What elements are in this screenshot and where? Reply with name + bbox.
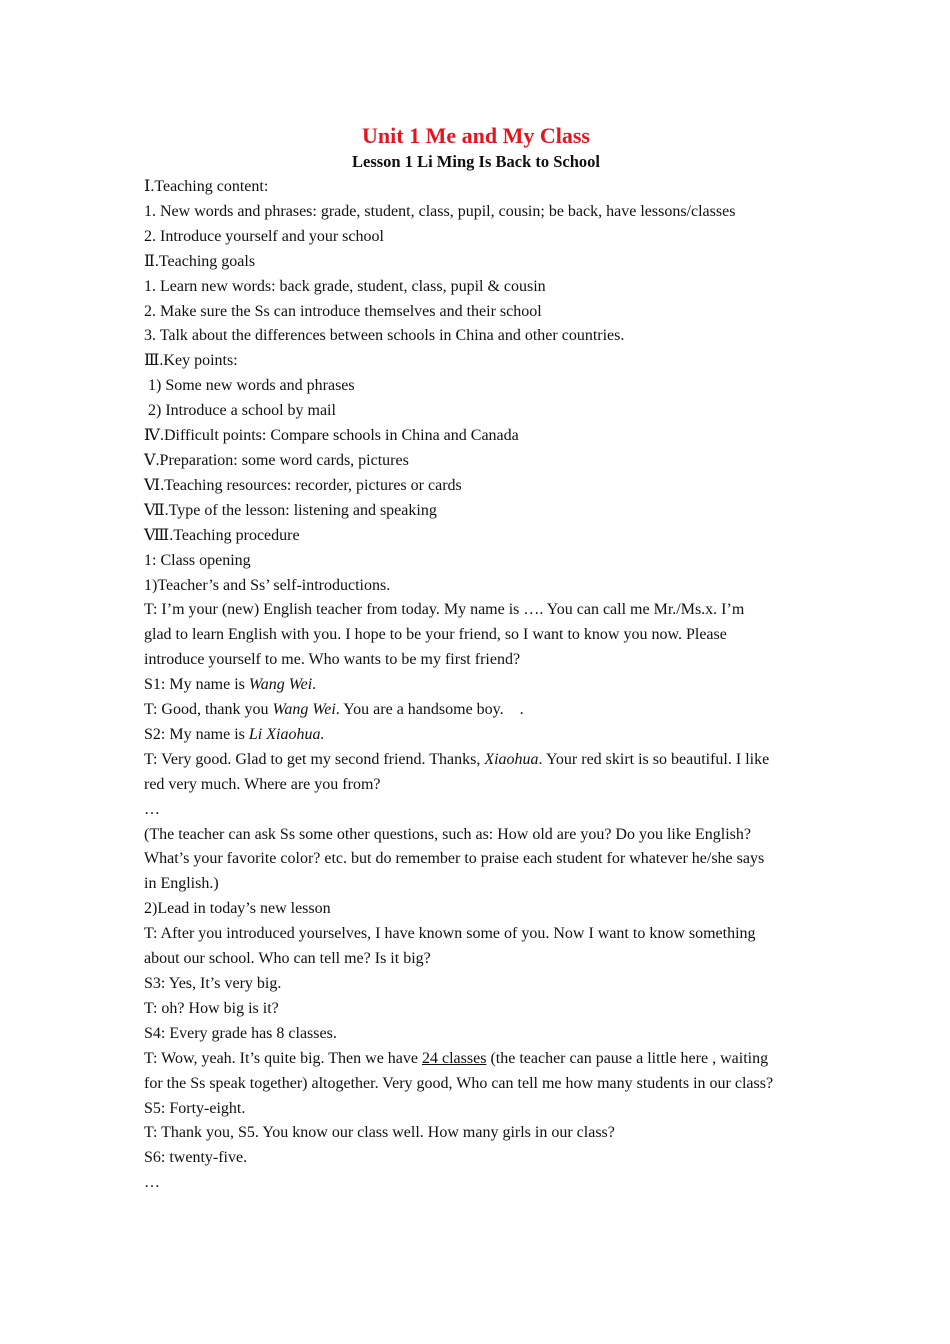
text-line: (The teacher can ask Ss some other questions, such as: How old are you? Do you like English? — [144, 825, 751, 843]
student-name: Wang Wei — [272, 701, 336, 719]
text-line: S3: Yes, It’s very big. — [144, 975, 282, 992]
dialogue-t2 — [144, 748, 808, 773]
text-line: 2)Lead in today’s new lesson — [144, 900, 331, 918]
text-line: S4: Every grade has 8 classes. — [144, 1024, 337, 1042]
dialogue-t1 — [144, 698, 808, 723]
text-line: Ⅰ.Teaching content: — [144, 178, 269, 195]
text-line: … — [144, 800, 160, 818]
text-line: Ⅱ.Teaching goals — [144, 252, 256, 270]
text-line: 3. Talk about the differences between schools in China and other countries. — [144, 327, 625, 345]
dialogue-text: T: Very good. Glad to get my second friend. Thanks, — [144, 750, 485, 768]
dialogue-t3 — [144, 1047, 808, 1072]
text-line: 1)Teacher’s and Ss’ self-introductions. — [144, 576, 391, 594]
text-line: for the Ss speak together) altogether. Very good, Who can tell me how many students in our class? — [144, 1074, 774, 1092]
text-line: 1. New words and phrases: grade, student, class, pupil, cousin; be back, have lessons/classes — [144, 202, 736, 220]
text-line: 1: Class opening — [144, 551, 251, 569]
text-line: Ⅲ.Key points: — [144, 352, 238, 370]
dialogue-s2 — [144, 723, 808, 748]
text-line: S5: Forty-eight. — [144, 1099, 246, 1117]
text-line: Ⅴ.Preparation: some word cards, pictures — [144, 451, 409, 469]
text-line: 2. Introduce yourself and your school — [144, 227, 384, 245]
dialogue-text: . — [312, 676, 317, 694]
text-line: 2) Introduce a school by mail — [144, 402, 336, 420]
text-line: What’s your favorite color? etc. but do remember to praise each student for whatever he/she says — [144, 850, 765, 868]
text-line: S6: twenty-five. — [144, 1149, 248, 1167]
text-line: about our school. Who can tell me? Is it big? — [144, 950, 431, 968]
underlined-phrase: 24 classes — [422, 1049, 487, 1067]
text-line: Ⅷ.Teaching procedure — [144, 526, 300, 544]
text-line: 1. Learn new words: back grade, student, class, pupil & cousin — [144, 277, 546, 295]
text-line: glad to learn English with you. I hope to be your friend, so I want to know you now. Please — [144, 626, 727, 644]
dialogue-s1 — [144, 673, 808, 698]
text-line: red very much. Where are you from? — [144, 775, 381, 793]
text-line: Ⅳ.Difficult points: Compare schools in China and Canada — [144, 427, 519, 445]
text-line: in English.) — [144, 875, 219, 893]
text-line: T: I’m your (new) English teacher from today. My name is …. You can call me Mr./Ms.x. I’m — [144, 601, 745, 619]
text-line: T: After you introduced yourselves, I have known some of you. Now I want to know something — [144, 925, 756, 943]
lesson-subtitle: Lesson 1 Li Ming Is Back to School — [352, 152, 600, 171]
text-line: Ⅶ.Type of the lesson: listening and speaking — [144, 501, 437, 519]
dialogue-text: T: Good, thank you — [144, 701, 273, 719]
text-line: 2. Make sure the Ss can introduce themselves and their school — [144, 302, 542, 320]
text-line: 1) Some new words and phrases — [144, 377, 355, 395]
text-line: … — [144, 1174, 160, 1192]
dialogue-text: S1: My name is — [144, 676, 249, 694]
text-line: T: Thank you, S5. You know our class well. How many girls in our class? — [144, 1124, 615, 1142]
student-name: Wang Wei — [248, 676, 313, 694]
dialogue-text: . Your red skirt is so beautiful. I like — [538, 750, 770, 768]
student-name: Xiaohua — [484, 750, 539, 768]
dialogue-text: S2: My name is — [144, 725, 249, 743]
dialogue-text: T: Wow, yeah. It’s quite big. Then we have — [144, 1049, 422, 1067]
text-line: introduce yourself to me. Who wants to be my first friend? — [144, 651, 521, 669]
text-line: Ⅵ.Teaching resources: recorder, pictures or cards — [144, 476, 462, 494]
text-line: T: oh? How big is it? — [144, 999, 279, 1017]
document-title: Unit 1 Me and My Class — [362, 123, 590, 148]
dialogue-text: (the teacher can pause a little here , waiting — [486, 1049, 769, 1067]
dialogue-text: . You are a handsome boy. . — [335, 701, 524, 719]
student-name: Li Xiaohua. — [248, 725, 325, 743]
document-page — [144, 120, 808, 1196]
